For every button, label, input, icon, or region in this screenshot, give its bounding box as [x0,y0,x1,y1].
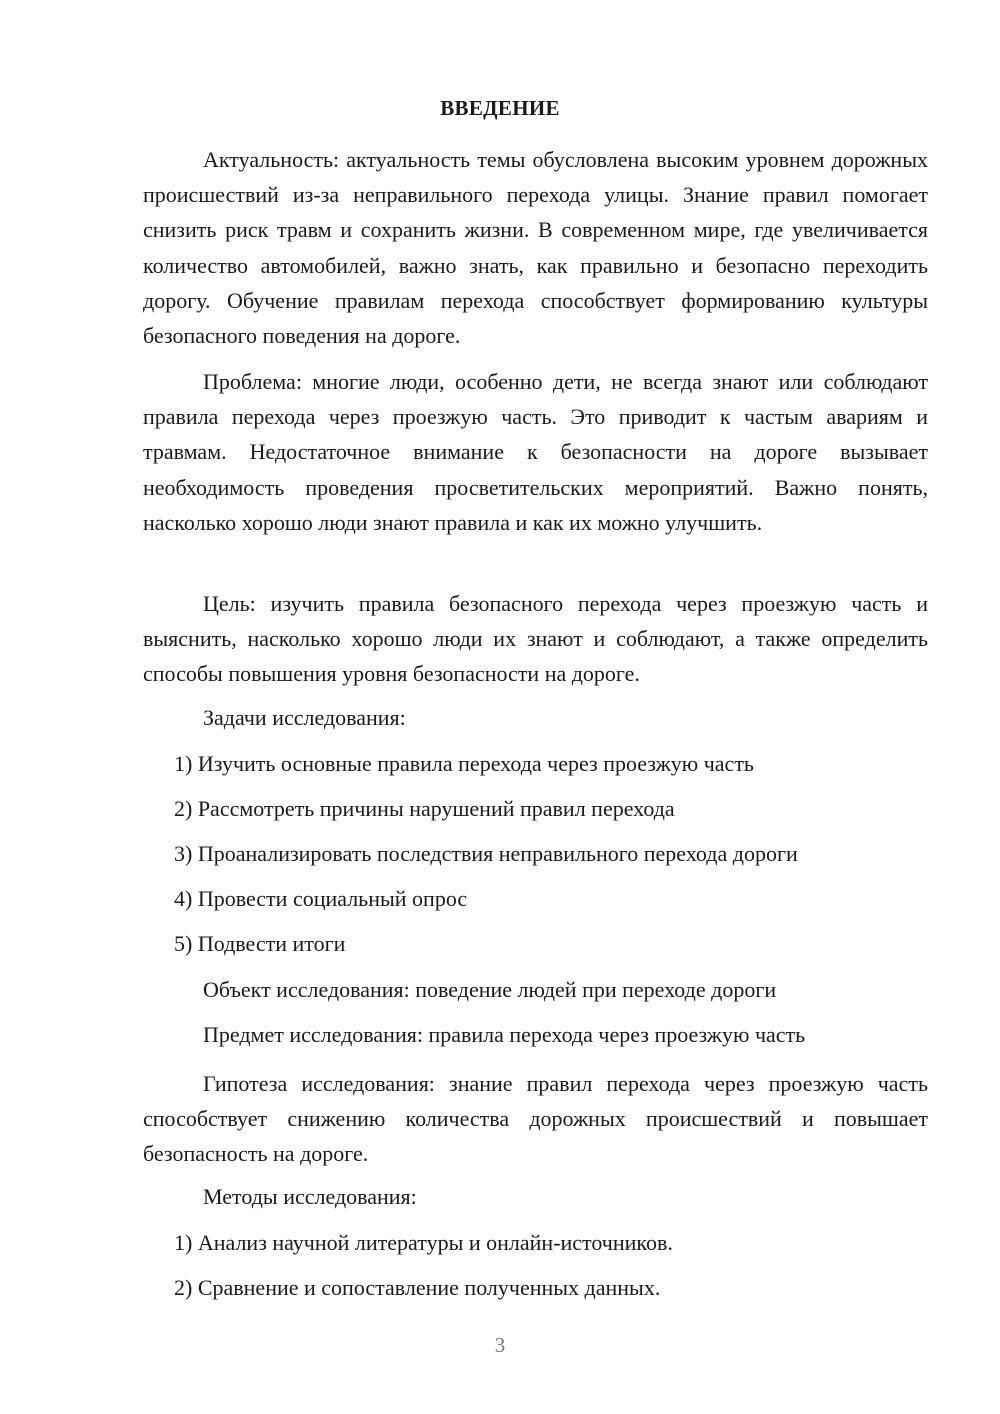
goal-text: Цель: изучить правила безопасного перехода через проезжую часть и выяснить, насколько хорошо люди их знают и соблюдают, а также определить способы повышения уровня безопасности на дороге. [143,591,928,687]
hypothesis-paragraph [143,1066,928,1172]
list-item: 2) Рассмотреть причины нарушений правил перехода [174,796,675,821]
methods-heading: Методы исследования: [203,1184,417,1209]
research-object: Объект исследования: поведение людей при переходе дороги [203,977,777,1002]
list-item: 2) Сравнение и сопоставление полученных данных. [174,1275,661,1300]
list-item: 1) Изучить основные правила перехода через проезжую часть [174,751,754,776]
list-item: 4) Провести социальный опрос [174,886,468,911]
list-item: 3) Проанализировать последствия неправильного перехода дороги [174,841,798,866]
relevance-paragraph [143,142,928,353]
hypothesis-text: Гипотеза исследования: знание правил перехода через проезжую часть способствует снижению количества дорожных происшествий и повышает безопасность на дороге. [143,1071,928,1167]
research-subject: Предмет исследования: правила перехода через проезжую часть [203,1022,806,1047]
list-item: 1) Анализ научной литературы и онлайн-источников. [174,1230,673,1255]
problem-paragraph [143,364,928,540]
tasks-heading: Задачи исследования: [203,705,406,730]
page-title: ВВЕДЕНИЕ [440,96,560,120]
goal-paragraph [143,586,928,692]
list-item: 5) Подвести итоги [174,931,346,956]
problem-text: Проблема: многие люди, особенно дети, не всегда знают или соблюдают правила перехода через проезжую часть. Это приводит к частым авариям и травмам. Недостаточное внимание к безопасности на дороге вызывает необходимость проведения просветительских мероприятий. Важно понять, насколько хорошо люди знают правила и как их можно улучшить. [143,369,928,535]
relevance-text: Актуальность: актуальность темы обусловлена высоким уровнем дорожных происшествий из-за неправильного перехода улицы. Знание правил помогает снизить риск травм и сохранить жизни. В современном мире, где увеличивается количество автомобилей, важно знать, как правильно и безопасно переходить дорогу. Обучение правилам перехода способствует формированию культуры безопасного поведения на дороге. [143,147,928,349]
page-number: 3 [494,1333,506,1357]
